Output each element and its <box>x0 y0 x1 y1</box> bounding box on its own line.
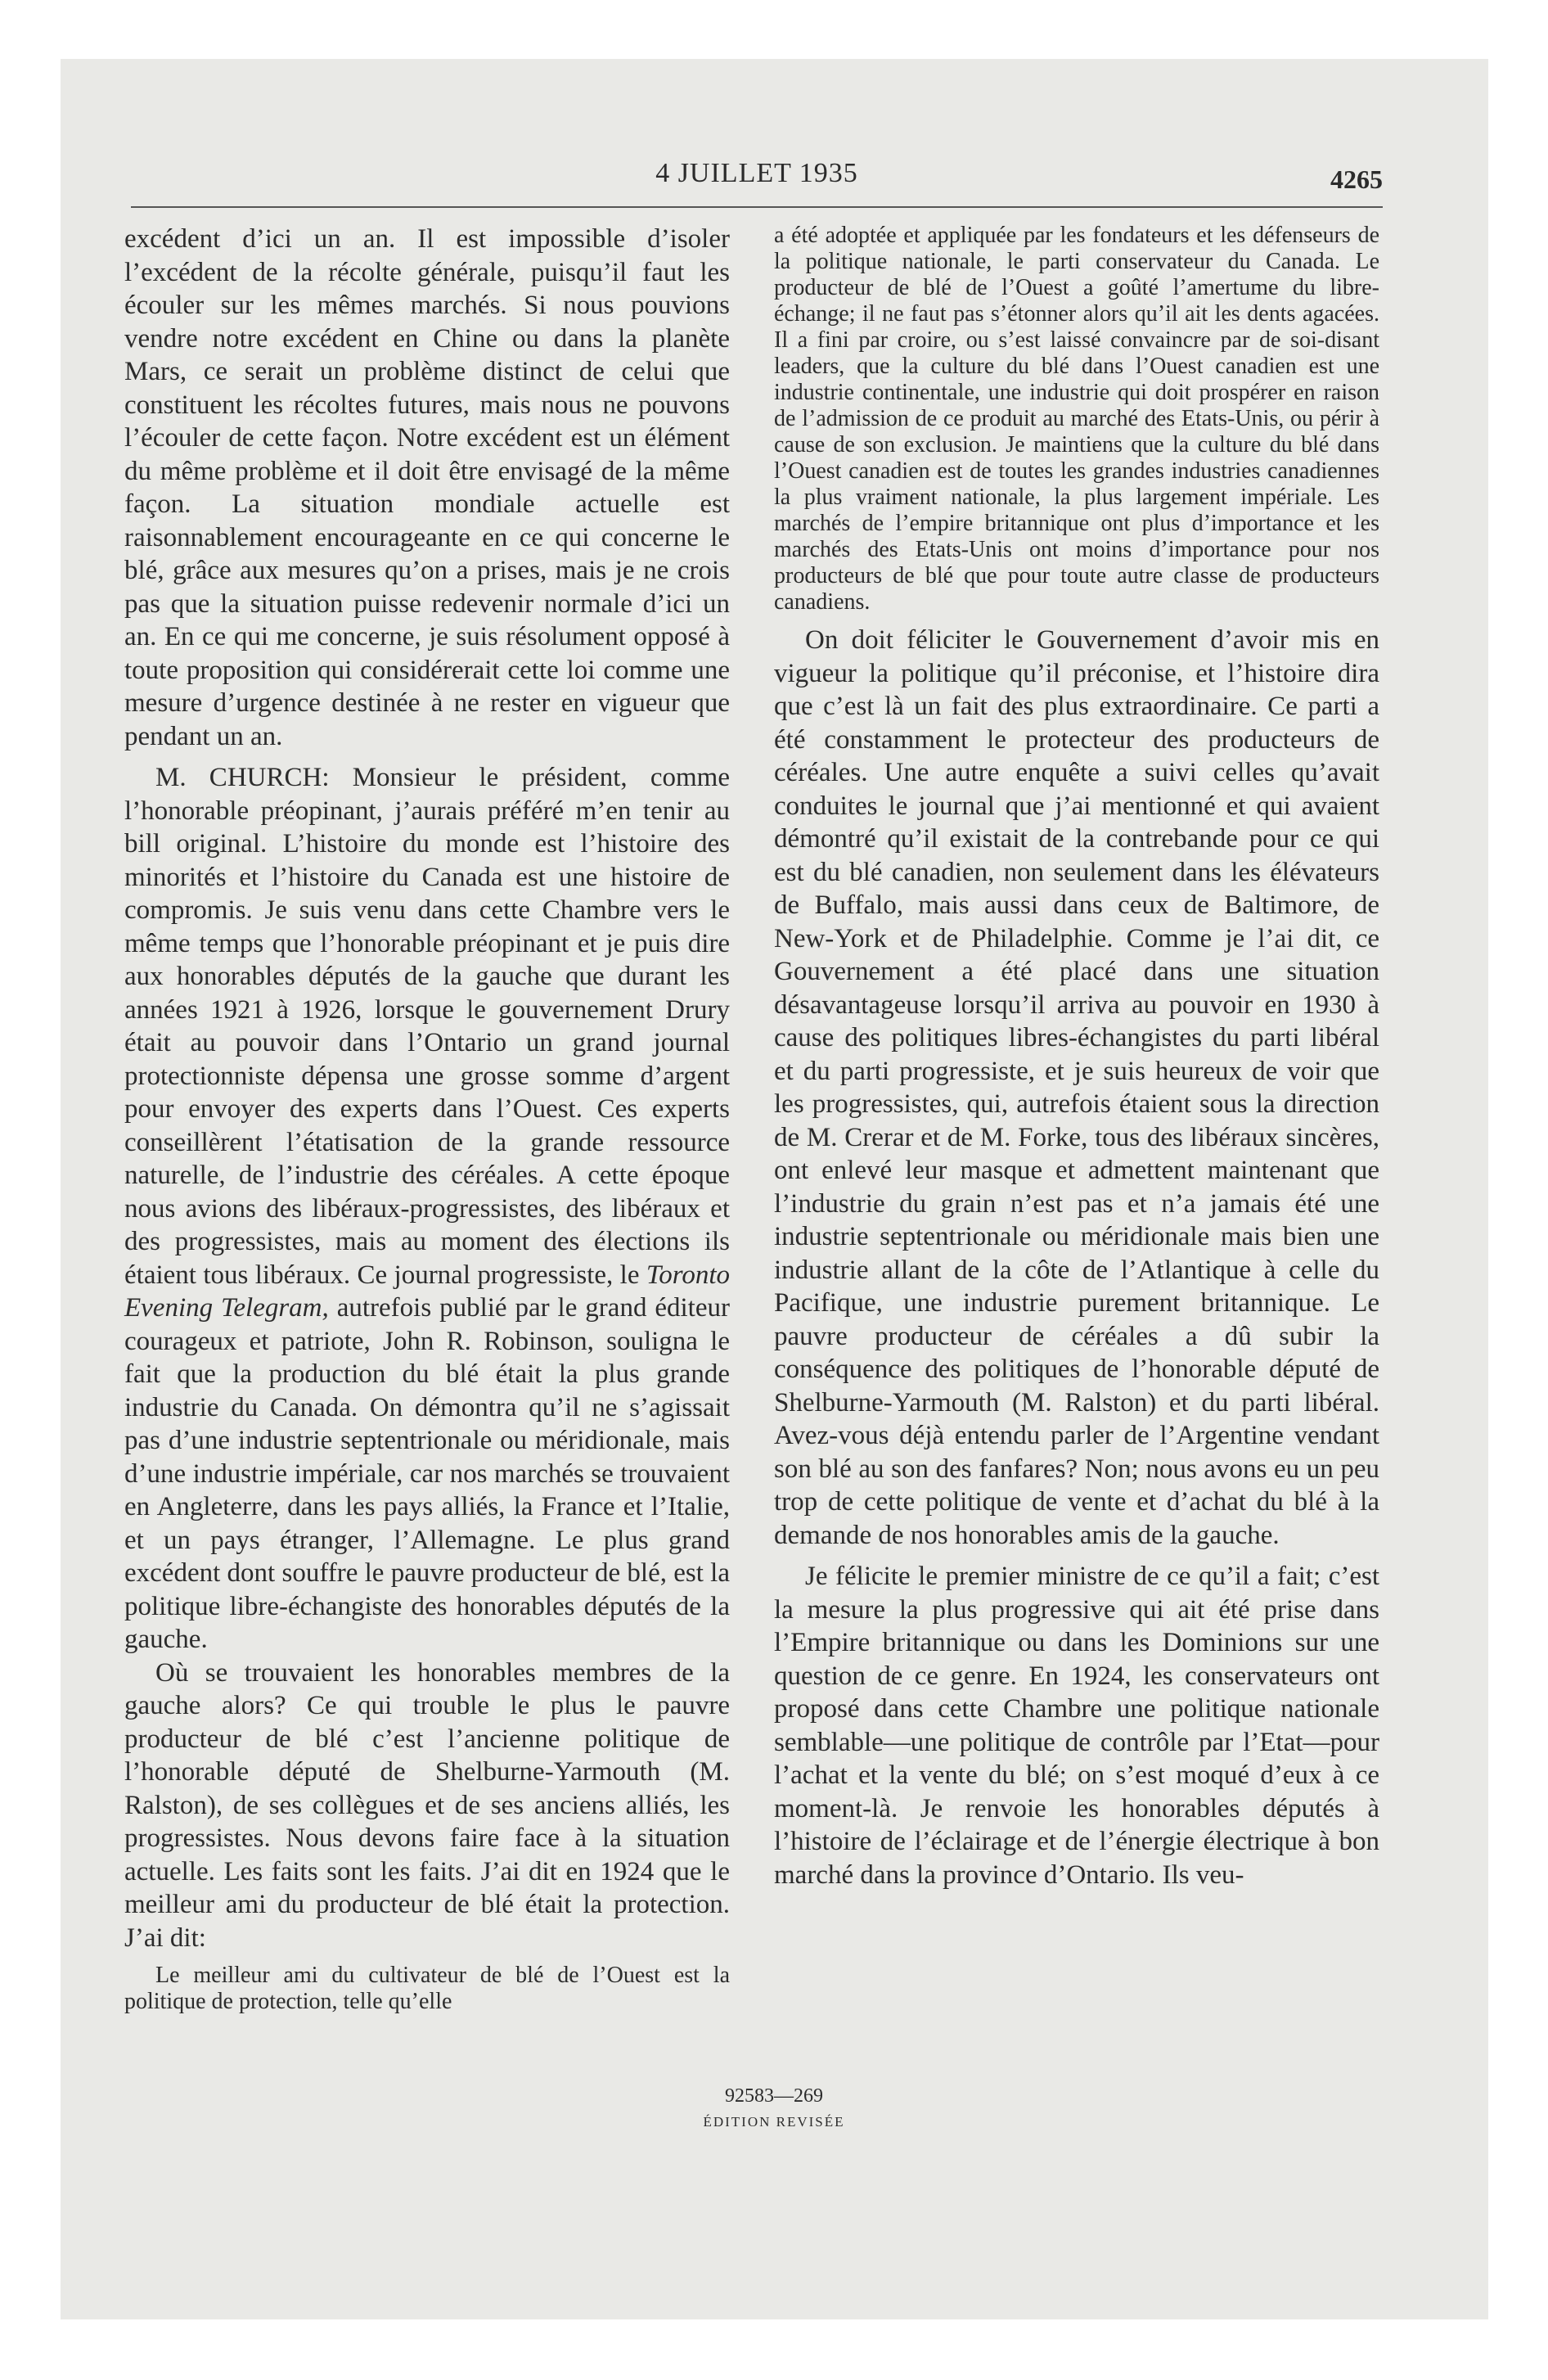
right-column <box>774 223 1379 1891</box>
footer-edition: ÉDITION REVISÉE <box>703 2114 845 2130</box>
paragraph: Je félicite le premier ministre de ce qu’il a fait; c’est la mesure la plus progressive qui ait été prise dans l’Empire britannique ou dans les Dominions sur une question de ce genre. En 1924, les conservateurs ont proposé dans cette Chambre une politique nationale semblable—une politique de contrôle par l’Etat—pour l’achat et la vente du blé; on s’est moqué d’eux à ce moment-là. Je renvoie les honorables députés à l’histoire de l’éclairage et de l’énergie électrique à bon marché dans la province d’Ontario. Ils veu- <box>774 1562 1379 1890</box>
paragraph: Où se trouvaient les honorables membres de la gauche alors? Ce qui trouble le plus le pauvre producteur de blé c’est l’ancienne politique de l’honorable député de Shelburne-Yarmouth (M. Ralston), de ses collègues et de ses anciens alliés, les progressistes. Nous devons faire face à la situation actuelle. Les faits sont les faits. J’ai dit en 1924 que le meilleur ami du producteur de blé était la protection. J’ai dit: <box>124 1657 730 1953</box>
page-header <box>131 151 1383 201</box>
running-header-date: 4 JUILLET 1935 <box>655 158 858 188</box>
newspaper-title: Toronto Evening Telegram, <box>124 1260 730 1323</box>
paragraph: excédent d’ici un an. Il est impossible d’isoler l’excédent de la récolte générale, puisqu’il faut les écouler sur les mêmes marchés. Si nous pouvions vendre notre excédent en Chine ou dans la planète Mars, ce serait un problème distinct de celui que constituent les récoltes futures, mais nous ne pouvons l’écouler de cette façon. Notre excédent est un élément du même problème et il doit être envisagé de la même façon. La situation mondiale actuelle est raisonnablement encourageante en ce qui concerne le blé, grâce aux mesures qu’on a prises, mais je ne crois pas que la situation puisse redevenir normale d’ici un an. En ce qui me concerne, je suis résolument opposé à toute proposition qui considérerait cette loi comme une mesure d’urgence destinée à ne rester en vigueur que pendant un an. <box>124 224 730 751</box>
paragraph-text: M. CHURCH: Monsieur le président, comme l’honorable préopinant, j’aurais préféré m’en tenir au bill original. L’histoire du monde est l’histoire des minorités et l’histoire du Canada est une histoire de compromis. Je suis venu dans cette Chambre vers le même temps que l’honorable préopinant et je puis dire aux honorables députés de la gauche que durant les années 1921 à 1926, lorsque le gouvernement Drury était au pouvoir dans l’Ontario un grand journal protectionniste dépensa une grosse somme d’argent pour envoyer des experts dans l’Ouest. Ces experts conseillèrent l’étatisation de la grande ressource naturelle, de l’industrie des céréales. A cette époque nous avions des libéraux-progressistes, des libéraux et des progressistes, mais au moment des élections ils étaient tous libéraux. Ce journal progressiste, le <box>124 763 730 1290</box>
quotation: a été adoptée et appliquée par les fondateurs et les défenseurs de la politique nationale, le parti conservateur du Canada. Le producteur de blé de l’Ouest a goûté l’amertume du libre-échange; il ne faut pas s’étonner alors qu’il ait les dents agacées. Il a fini par croire, ou s’est laissé convaincre par de soi-disant leaders, que la culture du blé dans l’Ouest canadien est une industrie continentale, une industrie qui doit prospérer en raison de l’admission de ce produit au marché des Etats-Unis, ou périr à cause de son exclusion. Je maintiens que la culture du blé dans l’Ouest canadien est de toutes les grandes industries canadiennes la plus vraiment nationale, la plus largement impériale. Les marchés de l’empire britannique ont plus d’importance et les marchés des Etats-Unis ont moins d’importance pour nos producteurs de blé que pour toute autre classe de producteurs canadiens. <box>774 223 1379 615</box>
paragraph: On doit féliciter le Gouvernement d’avoir mis en vigueur la politique qu’il préconise, et l’histoire dira que c’est là un fait des plus extraordinaire. Ce parti a été constamment le protecteur des producteurs de céréales. Une autre enquête a suivi celles qu’avait conduites le journal que j’ai mentionné et qui avaient démontré qu’il existait de la contrebande pour ce qui est du blé canadien, non seulement dans les élévateurs de Buffalo, mais aussi dans ceux de Baltimore, de New-York et de Philadelphie. Comme je l’ai dit, ce Gouvernement a été placé dans une situation désavantageuse lorsqu’il arriva au pouvoir en 1930 à cause des politiques libres-échangistes du parti libéral et du parti progressiste, et je suis heureux de voir que les progressistes, qui, autrefois étaient sous la direction de M. Crerar et de M. Forke, tous des libéraux sincères, ont enlevé leur masque et admettent maintenant que l’industrie du grain n’est pas et n’a jamais été une industrie septentrionale ou méridionale mais bien une industrie allant de la côte de l’Atlantique à celle du Pacifique, une industrie purement britannique. Le pauvre producteur de céréales a dû subir la conséquence des politiques de l’honorable député de Shelburne-Yarmouth (M. Ralston) et du parti libéral. Avez-vous déjà entendu parler de l’Argentine vendant son blé au son des fanfares? Non; nous avons eu un peu trop de cette politique de vente et d’achat du blé à la demande de nos honorables amis de la gauche. <box>774 625 1379 1550</box>
speech-church <box>124 761 730 1657</box>
footer-print-code: 92583—269 <box>725 2085 823 2107</box>
page-number: 4265 <box>1330 165 1383 194</box>
quotation: Le meilleur ami du cultivateur de blé de l’Ouest est la politique de protection, telle qu’elle <box>124 1963 730 2014</box>
header-rule <box>131 206 1383 208</box>
left-column <box>124 223 730 2015</box>
paragraph-text: autrefois publié par le grand éditeur courageux et patriote, John R. Robinson, souligna le fait que la production du blé était la plus grande industrie du Canada. On démontra qu’il ne s’agissait pas d’une industrie septentrionale ou méridionale, mais d’une industrie impériale, car nos marchés se trouvaient en Angleterre, dans les pays alliés, la France et l’Italie, et un pays étranger, l’Allemagne. Le plus grand excédent dont souffre le pauvre producteur de blé, est la politique libre-échangiste des honorables députés de la gauche. <box>124 1293 730 1654</box>
